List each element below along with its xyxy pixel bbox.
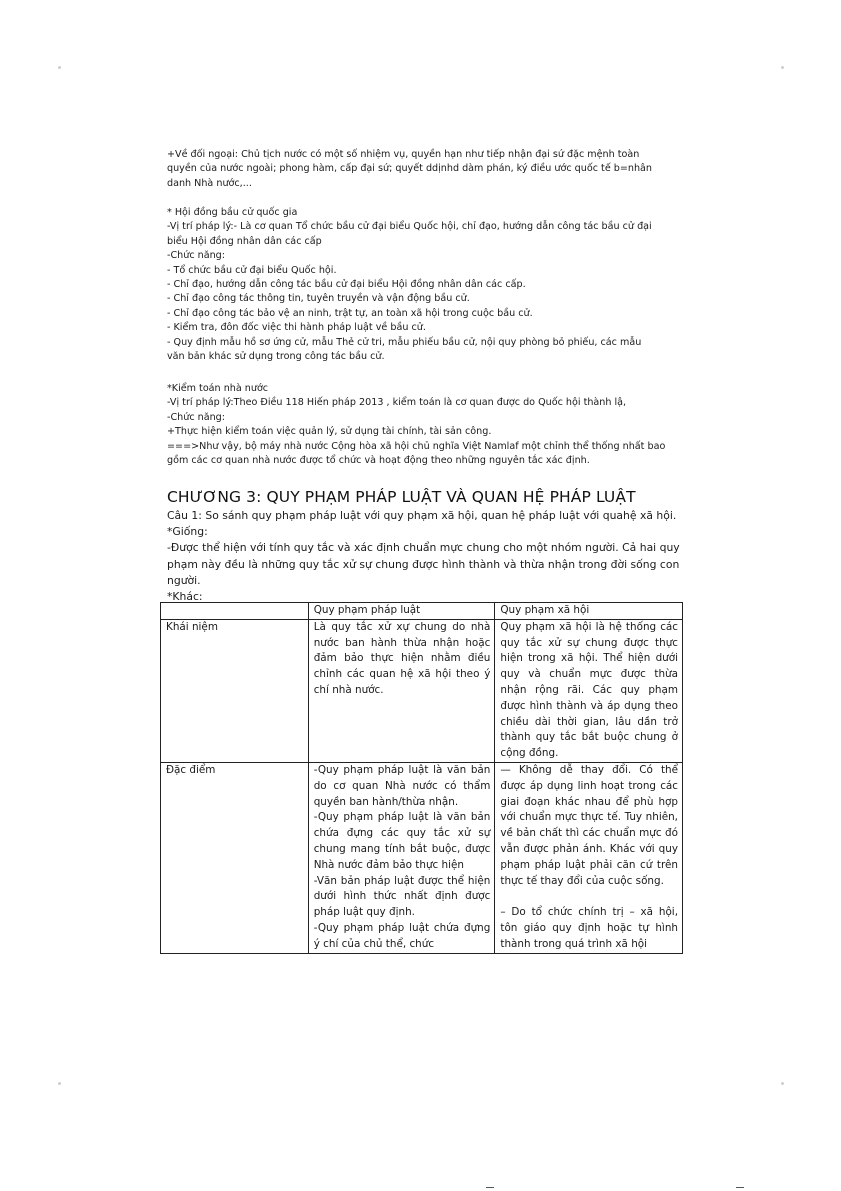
section-heading: * Hội đồng bầu cử quốc gia [167,207,298,218]
cell-paragraph: — Không dễ thay đổi. Có thể được áp dụng linh hoạt trong các giai đoạn khác nhau để phù hợp với chuẩn mực thực tế. Tuy nhiên, về bản chất thì các chuẩn mực đó vẫn được phản ánh. Khác với quy phạm pháp luật phải căn cứ trên thực tế thay đổi của cuộc sống. [500,763,678,887]
comparison-table [160,602,683,954]
text-line: -Vị trí pháp lý:Theo Điều 118 Hiến pháp 2013 , kiểm toán là cơ quan được do Quốc hội thành lậ, [167,397,627,409]
social-features-cell [495,762,683,953]
question-text: Câu 1: So sánh quy phạm pháp luật với quy phạm xã hội, quan hệ pháp luật với quahệ xã hội. [167,509,677,522]
text-line: +Thực hiện kiểm toán việc quản lý, sử dụng tài chính, tài sản công. [167,426,492,438]
header-cell: Quy phạm xã hội [495,603,683,620]
table-header-row [161,603,683,620]
text-line: biểu Hội đồng nhân dân các cấp [167,235,322,247]
scan-mark [486,1187,494,1188]
cell-paragraph: -Quy phạm pháp luật chứa đựng ý chí của chủ thể, chức [313,921,491,950]
text-line: - Chỉ đạo công tác bảo vệ an ninh, trật tự, an toàn xã hội trong cuộc bầu cử. [167,307,533,319]
cell-paragraph: -Quy phạm pháp luật là văn bản do cơ quan Nhà nước có thẩm quyền ban hành/thừa nhận. [313,763,491,808]
text-line: ===>Như vậy, bộ máy nhà nước Cộng hòa xã hội chủ nghĩa Việt Namlaf một chỉnh thể thống nhất bao [167,440,666,452]
text-line: - Chỉ đạo công tác thông tin, tuyên truyền và vận động bầu cử. [167,293,470,305]
text-line: -Được thể hiện với tính quy tắc và xác định chuẩn mực chung cho một nhóm người. Cả hai quy [167,541,680,555]
text-line: -Vị trí pháp lý:- Là cơ quan Tổ chức bầu cử đại biểu Quốc hội, chỉ đạo, hướng dẫn công tác bầu cử đại [167,221,652,233]
state-audit-section [167,382,697,468]
text-line: - Tổ chức bầu cử đại biểu Quốc hội. [167,264,337,276]
scan-mark [736,1187,744,1188]
table-row [161,619,683,762]
law-concept-cell: Là quy tắc xử xự chung do nhà nước ban hành thừa nhận hoặc đảm bảo thực hiện nhằm điều chỉnh các quan hệ xã hội theo ý chí nhà nước. [308,619,495,762]
table-row [161,762,683,953]
text-line: - Quy định mẫu hồ sơ ứng cử, mẫu Thẻ cử tri, mẫu phiếu bầu cử, nội quy phòng bỏ phiếu, các mẫu [167,336,642,348]
text-line: gồm các cơ quan nhà nước được tổ chức và hoạt động theo những nguyên tắc xác định. [167,455,590,467]
chapter-title: CHƯƠNG 3: QUY PHẠM PHÁP LUẬT VÀ QUAN HỆ PHÁP LUẬT [167,488,636,506]
text-line: - Kiểm tra, đôn đốc việc thi hành pháp luật về bầu cử. [167,322,426,334]
header-cell: Quy phạm pháp luật [308,603,495,620]
text-line: danh Nhà nước,... [167,177,252,189]
law-features-cell [308,762,495,953]
text-line: phạm này đều là những quy tắc xử sự chung được hình thành và thừa nhận trong đời sống con [167,557,680,571]
text-line: -Chức năng: [167,411,226,423]
text-line: +Về đối ngoại: Chủ tịch nước có một số nhiệm vụ, quyền hạn như tiếp nhận đại sứ đặc mệnh toàn [167,149,640,160]
same-label: *Giống: [167,525,208,539]
section-heading: *Kiểm toán nhà nước [167,383,269,394]
question-block [167,508,687,605]
cell-paragraph: -Quy phạm pháp luật là văn bản chứa đựng các quy tắc xử sự chung mang tính bắt buộc, được Nhà nước đảm bảo thực hiện [313,811,491,871]
election-council-section [167,206,697,364]
text-line: người. [167,573,201,587]
scan-mark [781,1082,784,1085]
diff-label: *Khác: [167,590,203,604]
text-line: - Chỉ đạo, hướng dẫn công tác bầu cử đại biểu Hội đồng nhân dân các cấp. [167,279,526,291]
social-concept-cell: Quy phạm xã hội là hệ thống các quy tắc xử sự chung được thực hiện trong xã hội. Thể hiện dưới quy và chuẩn mực được thừa nhận rộng rãi. Các quy phạm được hình thành và áp dụng theo chiều dài thời gian, lâu dần trở thành quy tắc bắt buộc chung ở cộng đồng. [495,619,683,762]
scan-mark [58,66,61,69]
scan-mark [58,1082,61,1085]
row-label: Khái niệm [161,619,309,762]
cell-paragraph: -Văn bản pháp luật được thể hiện dưới hình thức nhất định được pháp luật quy định. [313,874,491,919]
text-line: -Chức năng: [167,250,226,262]
cell-paragraph: – Do tổ chức chính trị – xã hội, tôn giáo quy định hoặc tự hình thành trong quá trình xã hội [500,906,678,950]
header-cell [161,603,309,620]
foreign-affairs-paragraph [167,148,697,191]
text-line: quyền của nước ngoài; phong hàm, cấp đại sứ; quyết ddịnhd dàm phán, ký điều ước quốc tế b=nhân [167,163,653,175]
scan-mark [781,66,784,69]
row-label: Đặc điểm [161,762,309,953]
text-line: văn bản khác sử dụng trong công tác bầu cử. [167,351,385,363]
